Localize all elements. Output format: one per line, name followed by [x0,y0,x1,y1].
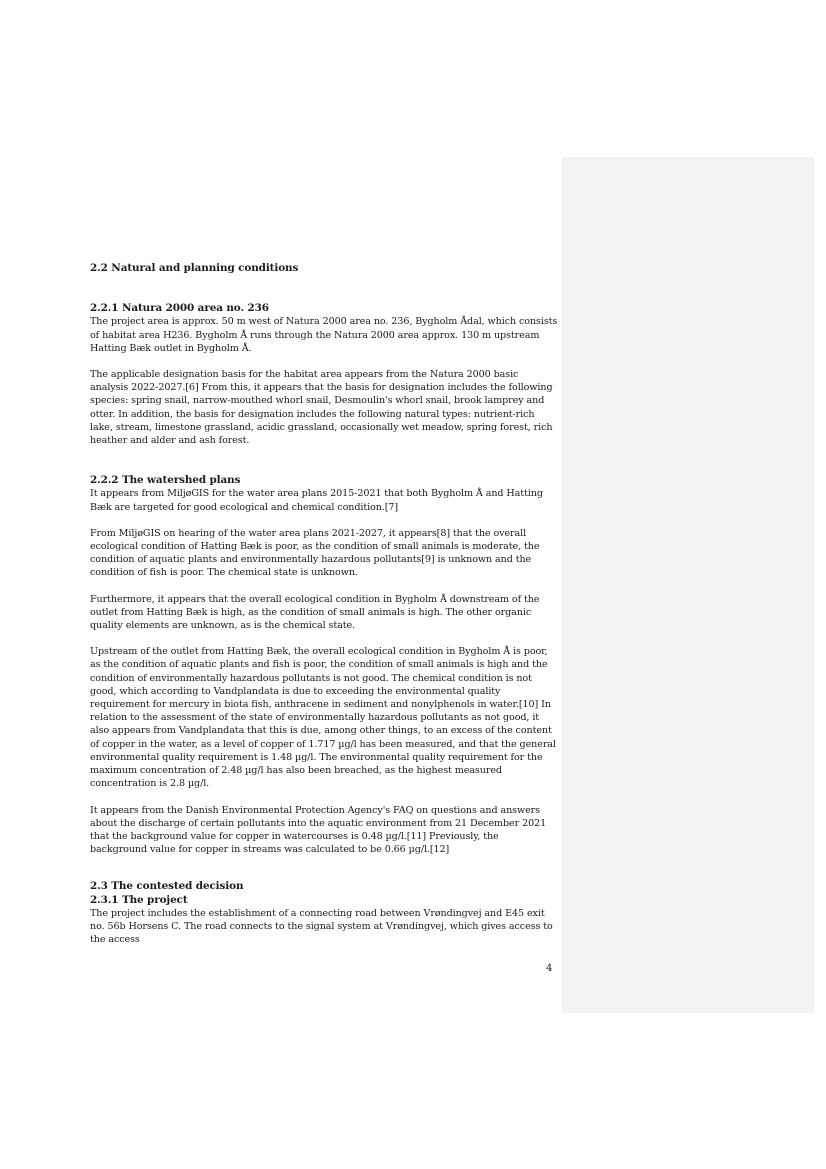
heading-2-2-2: 2.2.2 The watershed plans [90,474,241,487]
paragraph: Furthermore, it appears that the overall ecological condition in Bygholm Å downstream of the outlet from Hatting Bæk is high, as the condition of small animals is high. The other organic quality elements are unknown, as is the chemical state. [90,593,540,632]
side-margin-panel [562,157,814,1013]
heading-2-2: 2.2 Natural and planning conditions [90,262,299,274]
heading-2-3-1: 2.3.1 The project [90,893,188,906]
paragraph: From MiljøGIS on hearing of the water area plans 2021-2027, it appears[8] that the overall ecological condition of Hatting Bæk is poor, as the condition of small animals is moderate, the condition of aquatic plants and environmentally hazardous pollutants[9] is unknown and the condition of fish is poor. The chemical state is unknown. [90,527,540,579]
paragraph: Upstream of the outlet from Hatting Bæk, the overall ecological condition in Bygholm Å is poor, as the condition of aquatic plants and fish is poor, the condition of small animals is high and the condition of environmentally hazardous pollutants is not good. The chemical condition is not good, which according to Vandplandata is due to exceeding the environmental quality requirement for mercury in biota fish, anthracene in sediment and nonylphenols in water.[10] In relation to the assessment of the state of environmentally hazardous pollutants as not good, it also appears from Vandplandata that this is due, among other things, to an excess of the content of copper in the water, as a level of copper of 1.717 µg/l has been measured, and that the general environmental quality requirement is 1.48 µg/l. The environmental quality requirement for the maximum concentration of 2.48 µg/l has also been breached, as the highest measured concentration is 2.8 µg/l. [90,646,556,790]
heading-2-3: 2.3 The contested decision [90,880,244,893]
heading-2-2-1: 2.2.1 Natura 2000 area no. 236 [90,302,269,315]
page-number: 4 [546,963,553,974]
paragraph: The project area is approx. 50 m west of Natura 2000 area no. 236, Bygholm Ådal, which consists of habitat area H236. Bygholm Å runs through the Natura 2000 area approx. 130 m upstream Hatting Bæk outlet in Bygholm Å. [90,316,558,354]
paragraph: The applicable designation basis for the habitat area appears from the Natura 2000 basic analysis 2022-2027.[6] From this, it appears that the basis for designation includes the following species: spring snail, narrow-mouthed whorl snail, Desmoulin's whorl snail, brook lamprey and otter. In addition, the basis for designation includes the following natural types: nutrient-rich lake, stream, limestone grassland, acidic grassland, occasionally wet meadow, spring forest, rich heather and alder and ash forest. [90,369,553,447]
paragraph: The project includes the establishment of a connecting road between Vrøndingvej and E45 exit no. 56b Horsens C. The road connects to the signal system at Vrøndingvej, which gives access to the access [90,907,553,946]
paragraph: It appears from the Danish Environmental Protection Agency's FAQ on questions and answers about the discharge of certain pollutants into the aquatic environment from 21 December 2021 that the background value for copper in watercourses is 0.48 µg/l.[11] Previously, the background value for copper in streams was calculated to be 0.66 µg/l.[12] [90,804,547,856]
document-body [90,262,558,946]
paragraph: It appears from MiljøGIS for the water area plans 2015-2021 that both Bygholm Å and Hatting Bæk are targeted for good ecological and chemical condition.[7] [90,488,543,513]
